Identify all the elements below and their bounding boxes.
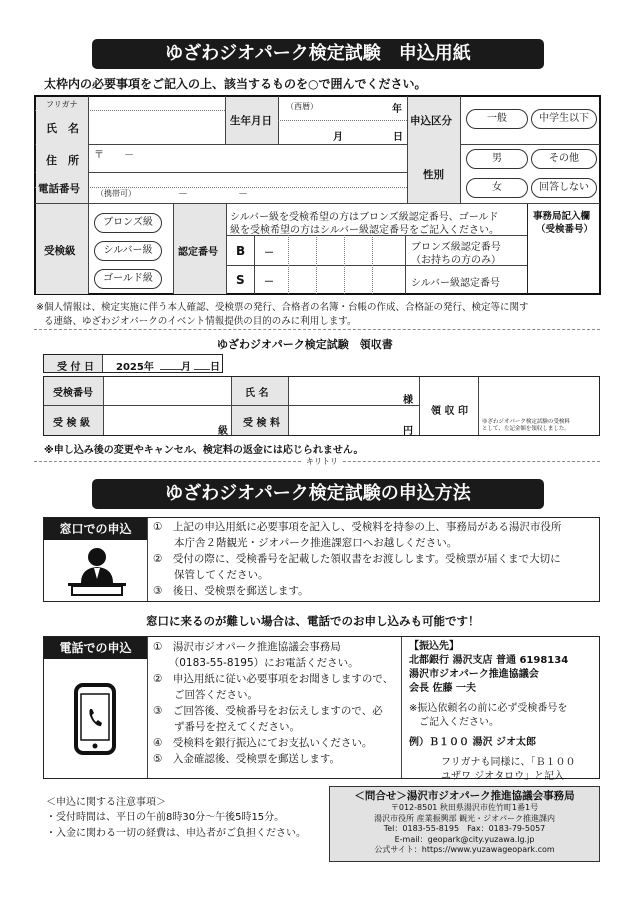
gender-other[interactable]: その他 <box>531 149 597 169</box>
level-gold[interactable]: ゴールド級 <box>94 269 162 289</box>
category-general[interactable]: 一般 <box>466 109 528 129</box>
phone-method-label: 電話での申込 <box>44 637 147 659</box>
website-link: 公式サイト：https://www.yuzawageopark.com <box>374 845 555 854</box>
birth-label: 生年月日 <box>230 115 272 127</box>
instruction: 太枠内の必要事項をご記入の上、該当するものを○で囲んでください。 <box>44 77 427 91</box>
receipt-title: ゆざわジオパーク検定試験 領収書 <box>217 338 393 351</box>
level-label: 受検級 <box>44 245 76 257</box>
name-field[interactable] <box>89 111 225 143</box>
window-label: 窓口での申込 <box>44 518 147 540</box>
level-bronze[interactable]: ブロンズ級 <box>94 213 162 233</box>
category-label: 申込区分 <box>410 115 452 127</box>
notes-title: ＜申込に関する注意事項＞ <box>46 797 166 808</box>
gender-label: 性別 <box>423 169 444 181</box>
furigana-label: フリガナ <box>46 100 78 109</box>
receptionist-icon <box>66 545 128 597</box>
address-label: 住 所 <box>46 154 79 167</box>
phone-possible-note: 窓口に来るのが難しい場合は、電話でのお申し込みも可能です！ <box>146 614 480 628</box>
gender-male[interactable]: 男 <box>466 149 528 169</box>
bank-transfer-info: 【振込先】 北都銀行 湯沢支店 普通 6198134 湯沢市ジオパーク推進協議会 会長 佐藤 一夫 ※振込依頼名の前に必ず受検番号を ご記入ください。 例）Ｂ１００ 湯沢 ジオ太郎 フリガナも同様に、「Ｂ１００ ユザワ ジオタロウ」と記入 <box>409 641 576 782</box>
postal-field[interactable]: 〒 － <box>94 150 134 161</box>
smartphone-icon <box>74 683 116 755</box>
cert-label: 認定番号 <box>178 247 218 258</box>
seireki-label: （西暦） <box>286 102 318 111</box>
privacy-note: ※個人情報は、検定実施に伴う本人確認、受検票の発行、合格者の名簿・台帳の作成、合格証の発行、検定等に関す <box>36 302 529 313</box>
contact-title: ＜問合せ＞湯沢市ジオパーク推進協議会事務局 <box>354 790 575 802</box>
refund-note: ※申し込み後の変更やキャンセル、検定料の返金には応じられません。 <box>44 445 364 456</box>
form-title: ゆざわジオパーク検定試験 申込用紙 <box>92 39 544 69</box>
phone-steps: ① 湯沢市ジオパーク推進協議会事務局 （0183-55-8195）にお電話ください。 ② 申込用紙に従い必要事項をお聞きしますので、 ご回答ください。 ③ ご回答後、受検番号をお伝えしますので、必 ず番号を控えてください。 ④ 受検料を銀行振込にてお支払いください。 ⑤ 入金確認後、受検票を郵送します。 <box>153 641 394 765</box>
method-title: ゆざわジオパーク検定試験の申込方法 <box>92 479 544 509</box>
gender-female[interactable]: 女 <box>466 178 528 198</box>
level-silver[interactable]: シルバー級 <box>94 241 162 261</box>
gender-noanswer[interactable]: 回答しない <box>531 178 597 198</box>
window-steps: ① 上記の申込用紙に必要事項を記入し、受検料を持参の上、事務局がある湯沢市役所 本庁舎２階観光・ジオパーク推進課窓口へお越しください。 ② 受付の際に、受検番号を記載した領収書をお渡しします。受検票が届くまで大切に 保管してください。 ③ 後日、受検票を郵送します。 <box>153 521 562 597</box>
phone-label: 電話番号 <box>38 183 80 195</box>
name-label: 氏 名 <box>46 122 79 135</box>
mobile-label: （携帯可） <box>96 189 136 198</box>
category-student[interactable]: 中学生以下 <box>531 109 597 129</box>
cut-line-label: キリトリ <box>302 456 342 467</box>
